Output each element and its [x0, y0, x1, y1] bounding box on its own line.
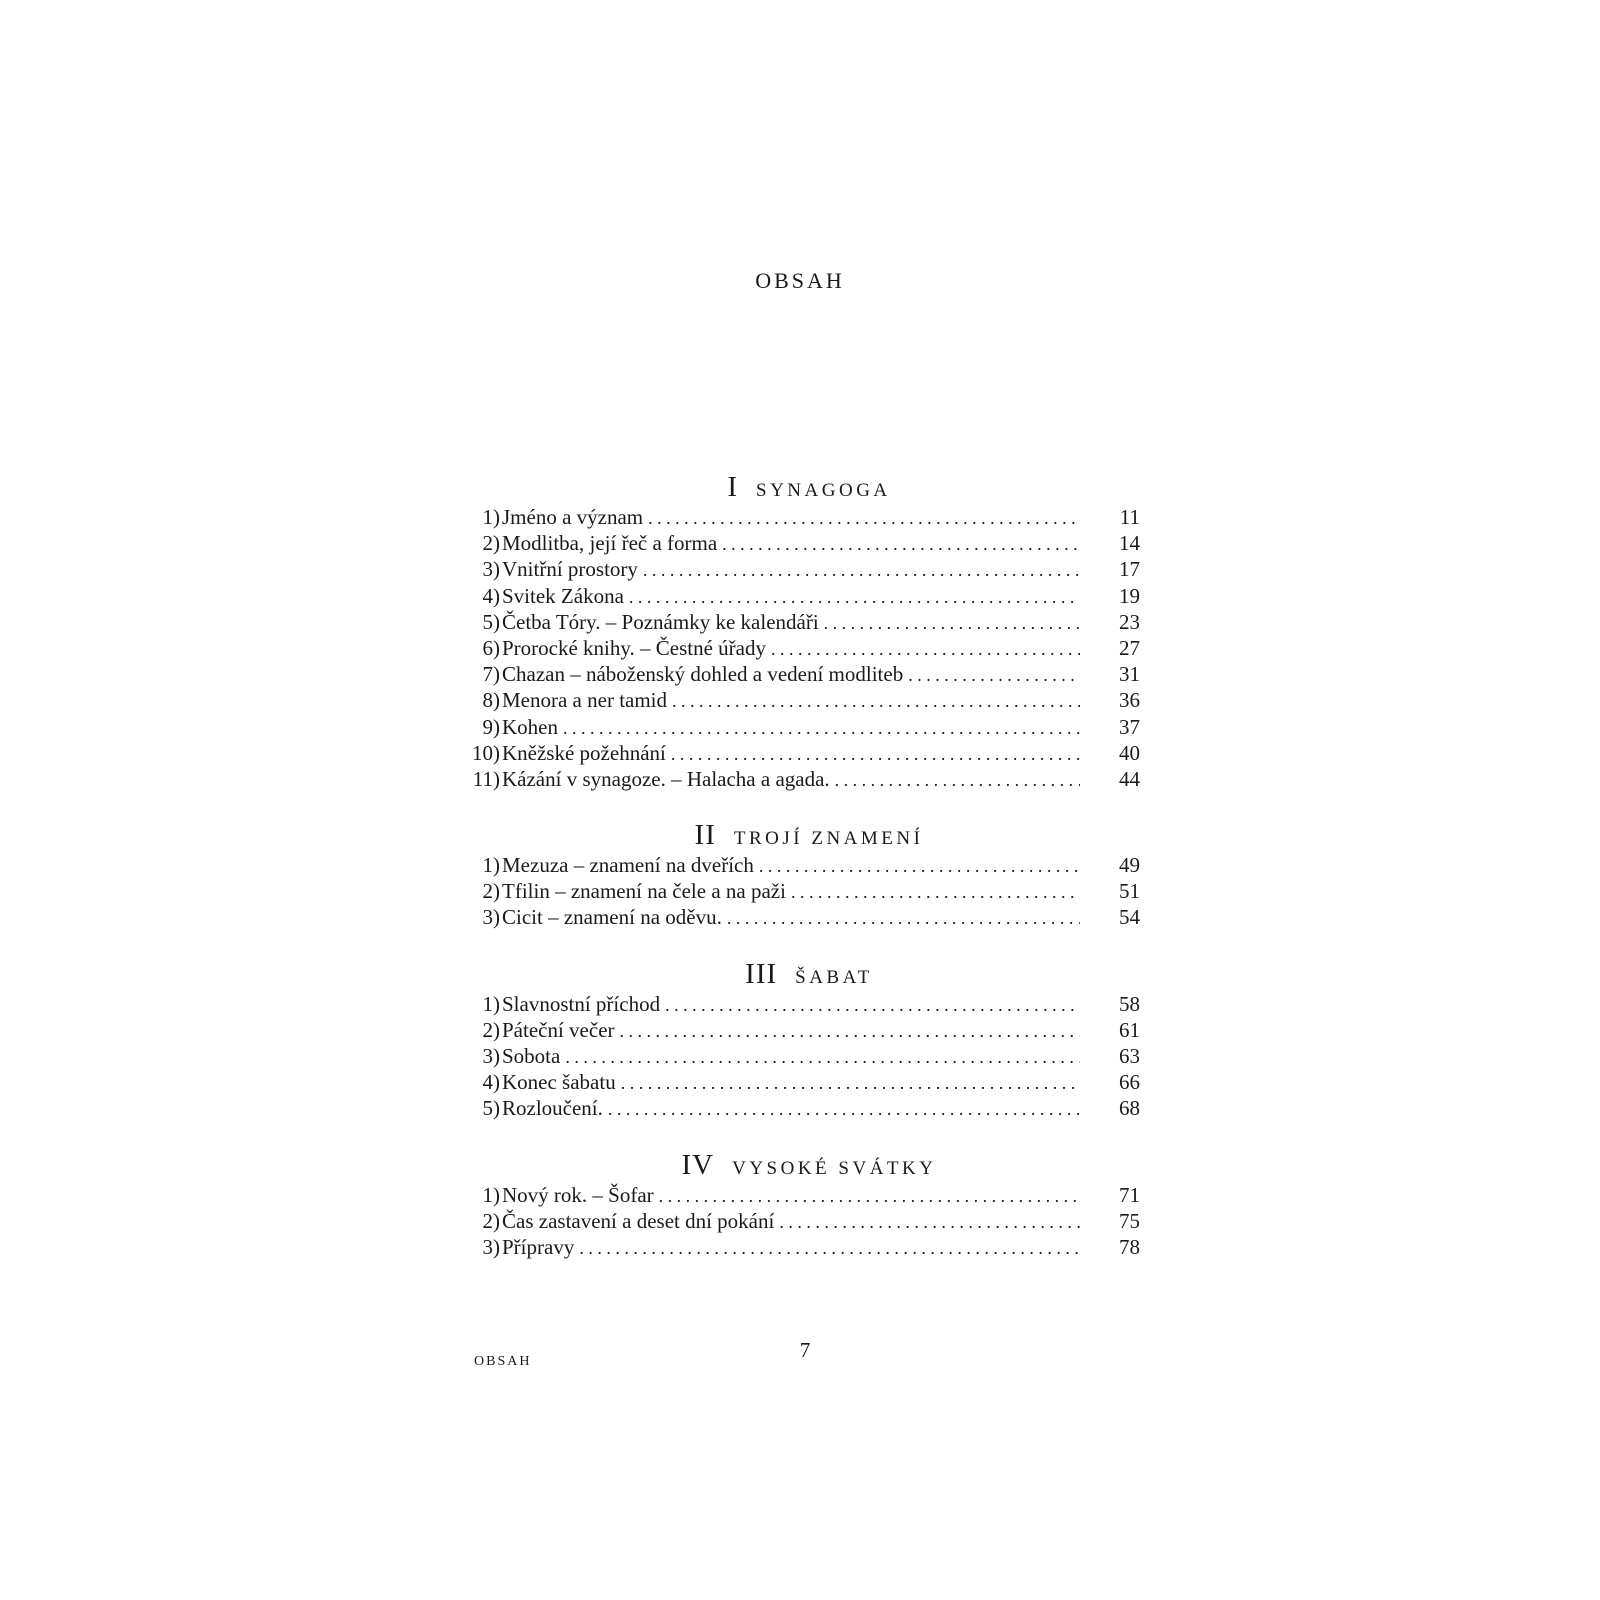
- entry-number: 8): [482, 688, 500, 713]
- entry-number: 1): [482, 505, 500, 529]
- toc-entry: [470, 740, 1148, 766]
- entry-title: Tfilin – znamení na čele a na paži: [502, 879, 786, 904]
- dot-leader: [660, 992, 1080, 1018]
- toc-section: [470, 957, 1148, 1122]
- entry-title: Kněžské požehnání: [502, 740, 666, 765]
- entry-page-number: 49: [1119, 853, 1140, 878]
- entry-number: 11): [472, 766, 500, 791]
- entry-page-number: 14: [1119, 531, 1140, 556]
- dot-leader: [574, 1235, 1080, 1261]
- entry-page-number: 31: [1119, 662, 1140, 687]
- toc-section: [470, 1148, 1148, 1261]
- entry-page-number: 54: [1119, 905, 1140, 930]
- entry-page-number: 37: [1119, 714, 1140, 739]
- toc-entry: [470, 661, 1148, 687]
- entry-page-number: 44: [1119, 766, 1140, 791]
- entry-title: Modlitba, její řeč a forma: [502, 531, 718, 556]
- entry-page-number: 58: [1119, 991, 1140, 1016]
- entry-title: Kázání v synagoze. – Halacha a agada.: [502, 766, 830, 791]
- section-numeral: II: [694, 819, 716, 852]
- toc-entry: [470, 878, 1148, 904]
- section-heading: [470, 818, 1148, 852]
- entry-title: Rozloučení.: [502, 1096, 603, 1121]
- toc-entry: [470, 1208, 1148, 1234]
- entry-title: Kohen: [502, 714, 558, 739]
- toc-entry: [470, 1017, 1148, 1043]
- entry-number: 1): [482, 991, 500, 1016]
- entry-title: Nový rok. – Šofar: [502, 1182, 654, 1207]
- entry-title: Chazan – náboženský dohled a vedení modliteb: [502, 662, 904, 687]
- entry-page-number: 63: [1119, 1044, 1140, 1068]
- entry-number: 2): [482, 1017, 500, 1042]
- entry-page-number: 68: [1119, 1096, 1140, 1121]
- dot-leader: [903, 662, 1080, 688]
- entry-page-number: 40: [1119, 740, 1140, 765]
- dot-leader: [558, 715, 1080, 741]
- entry-title: Slavnostní příchod: [502, 991, 661, 1016]
- entry-page-number: 75: [1119, 1208, 1140, 1233]
- entry-number: 2): [482, 1208, 500, 1233]
- dot-leader: [722, 905, 1080, 931]
- entry-number: 4): [482, 583, 500, 608]
- dot-leader: [643, 505, 1080, 531]
- entry-number: 2): [482, 531, 500, 556]
- page-title: OBSAH: [755, 268, 845, 293]
- toc-entry: [470, 991, 1148, 1017]
- entry-title: Mezuza – znamení na dveřích: [502, 853, 754, 878]
- entry-page-number: 36: [1119, 688, 1140, 713]
- entry-number: 9): [482, 714, 500, 739]
- toc-entry: [470, 766, 1148, 792]
- running-head: OBSAH: [474, 1354, 532, 1369]
- toc-entry: [470, 1069, 1148, 1095]
- dot-leader: [786, 879, 1080, 905]
- dot-leader: [624, 584, 1080, 610]
- entry-number: 1): [482, 853, 500, 878]
- entry-number: 1): [482, 1182, 500, 1207]
- section-heading: [470, 1148, 1148, 1182]
- entry-page-number: 51: [1119, 879, 1140, 904]
- section-name: SYNAGOGA: [756, 480, 891, 501]
- toc-entry: [470, 1095, 1148, 1121]
- entry-page-number: 61: [1119, 1017, 1140, 1042]
- entry-title: Konec šabatu: [502, 1070, 616, 1095]
- entry-page-number: 23: [1119, 609, 1140, 634]
- entry-title: Čas zastavení a deset dní pokání: [502, 1208, 775, 1233]
- toc-entry: [470, 635, 1148, 661]
- toc-entry: [470, 1043, 1148, 1069]
- entry-number: 7): [482, 662, 500, 687]
- dot-leader: [830, 767, 1080, 793]
- entry-number: 6): [482, 635, 500, 660]
- toc-entry: [470, 504, 1148, 530]
- dot-leader: [616, 1070, 1080, 1096]
- entry-title: Prorocké knihy. – Čestné úřady: [502, 635, 766, 660]
- entry-title: Sobota: [502, 1044, 561, 1068]
- section-name: VYSOKÉ SVÁTKY: [732, 1157, 937, 1179]
- section-numeral: III: [745, 957, 778, 990]
- toc-entry: [470, 687, 1148, 713]
- section-name: ŠABAT: [795, 966, 873, 988]
- dot-leader: [666, 741, 1080, 767]
- entry-page-number: 17: [1119, 557, 1140, 582]
- dot-leader: [654, 1183, 1080, 1209]
- entry-number: 10): [472, 740, 500, 765]
- dot-leader: [603, 1096, 1080, 1122]
- entry-title: Cicit – znamení na oděvu.: [502, 905, 722, 930]
- section-numeral: IV: [681, 1148, 715, 1181]
- entry-page-number: 19: [1119, 583, 1140, 608]
- entry-title: Jméno a význam: [502, 505, 644, 529]
- dot-leader: [615, 1018, 1080, 1044]
- table-of-contents: [470, 470, 1148, 1286]
- dot-leader: [667, 688, 1080, 714]
- section-numeral: I: [727, 471, 739, 503]
- dot-leader: [717, 531, 1080, 557]
- section-heading: [470, 470, 1148, 504]
- dot-leader: [754, 853, 1080, 879]
- entry-number: 3): [482, 1044, 500, 1068]
- entry-number: 3): [482, 557, 500, 582]
- entry-title: Menora a ner tamid: [502, 688, 668, 713]
- dot-leader: [638, 557, 1080, 583]
- entry-number: 2): [482, 879, 500, 904]
- page-number: 7: [799, 1338, 811, 1362]
- entry-page-number: 71: [1119, 1182, 1140, 1207]
- toc-entry: [470, 609, 1148, 635]
- toc-entry: [470, 583, 1148, 609]
- entry-page-number: 27: [1119, 635, 1140, 660]
- entry-number: 3): [482, 905, 500, 930]
- toc-entry: [470, 1234, 1148, 1260]
- dot-leader: [766, 636, 1080, 662]
- entry-title: Vnitřní prostory: [502, 557, 638, 582]
- toc-entry: [470, 714, 1148, 740]
- toc-entry: [470, 1182, 1148, 1208]
- entry-title: Svitek Zákona: [502, 583, 624, 608]
- entry-title: Páteční večer: [502, 1017, 615, 1042]
- toc-entry: [470, 904, 1148, 930]
- entry-number: 3): [482, 1234, 500, 1259]
- entry-number: 5): [482, 1096, 500, 1121]
- entry-title: Přípravy: [502, 1234, 575, 1259]
- dot-leader: [560, 1044, 1080, 1070]
- section-heading: [470, 957, 1148, 991]
- entry-title: Četba Tóry. – Poznámky ke kalendáři: [502, 609, 819, 634]
- entry-number: 5): [482, 609, 500, 634]
- toc-section: [470, 818, 1148, 931]
- toc-section: [470, 470, 1148, 792]
- dot-leader: [774, 1209, 1080, 1235]
- entry-page-number: 66: [1119, 1070, 1140, 1095]
- toc-entry: [470, 530, 1148, 556]
- toc-entry: [470, 556, 1148, 582]
- toc-entry: [470, 852, 1148, 878]
- entry-number: 4): [482, 1070, 500, 1095]
- section-name: TROJÍ ZNAMENÍ: [733, 828, 924, 850]
- entry-page-number: 78: [1119, 1234, 1140, 1259]
- entry-page-number: 11: [1119, 505, 1140, 529]
- dot-leader: [819, 610, 1080, 636]
